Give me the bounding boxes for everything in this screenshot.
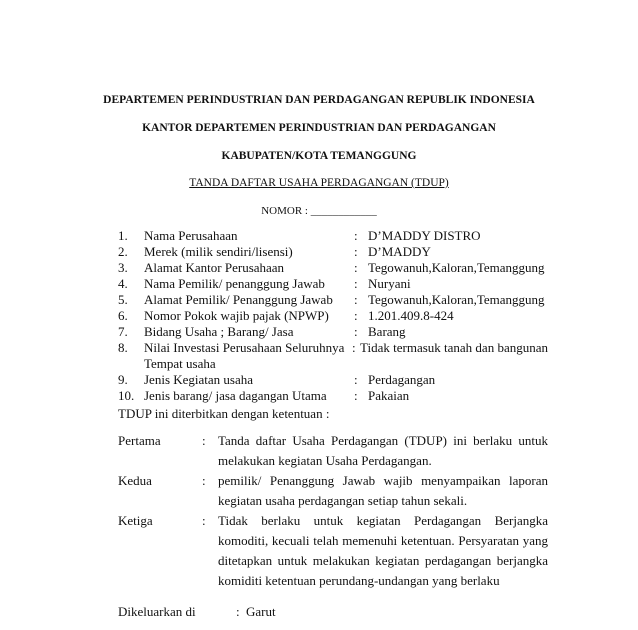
- condition-text: pemilik/ Penanggung Jawab wajib menyampaikan laporan kegiatan usaha perdagangan setiap tahun sekali.: [218, 473, 548, 508]
- item-value: D’MADDY DISTRO: [368, 228, 481, 243]
- item-value: Tidak termasuk tanah dan bangunan: [360, 340, 548, 355]
- condition-label: Pertama: [118, 433, 161, 448]
- item-colon: :: [354, 228, 358, 243]
- item-value: Perdagangan: [368, 372, 436, 387]
- item-label: Nilai Investasi Perusahaan Seluruhnya: [144, 340, 345, 355]
- item-value: 1.201.409.8-424: [368, 308, 454, 323]
- item-value: D’MADDY: [368, 244, 431, 259]
- item-label: Alamat Kantor Perusahaan: [144, 260, 285, 275]
- item-number: 1.: [118, 228, 128, 243]
- item-number: 7.: [118, 324, 128, 339]
- item-colon: :: [354, 388, 358, 403]
- list-item: [118, 340, 588, 356]
- issued-colon: :: [236, 604, 240, 619]
- item-label: Jenis barang/ jasa dagangan Utama: [144, 388, 327, 403]
- item-number: 8.: [118, 340, 128, 355]
- item-number: 9.: [118, 372, 128, 387]
- condition-label: Ketiga: [118, 513, 153, 528]
- item-colon: :: [354, 276, 358, 291]
- document-title: TANDA DAFTAR USAHA PERDAGANGAN (TDUP): [189, 177, 449, 189]
- item-label: Nama Pemilik/ penanggung Jawab: [144, 276, 325, 291]
- item-colon: :: [354, 292, 358, 307]
- intro-text: TDUP ini diterbitkan dengan ketentuan :: [118, 406, 330, 421]
- item-colon: :: [354, 244, 358, 259]
- list-item: [118, 388, 588, 404]
- item-colon: :: [354, 324, 358, 339]
- condition-colon: :: [202, 433, 206, 448]
- item-value: Tegowanuh,Kaloran,Temanggung: [368, 260, 545, 275]
- header-ministry: DEPARTEMEN PERINDUSTRIAN DAN PERDAGANGAN REPUBLIK INDONESIA: [103, 94, 535, 106]
- issued-place: Garut: [246, 604, 276, 619]
- issued-label: Dikeluarkan di: [118, 604, 196, 619]
- list-item: [118, 228, 588, 244]
- item-number: 10.: [118, 388, 135, 403]
- item-colon: :: [354, 372, 358, 387]
- header-regency: KABUPATEN/KOTA TEMANGGUNG: [221, 150, 417, 162]
- item-value: Nuryani: [368, 276, 411, 291]
- item-value: Pakaian: [368, 388, 410, 403]
- list-item: [118, 356, 588, 372]
- item-number: 2.: [118, 244, 128, 259]
- condition-text: Tidak berlaku untuk kegiatan Perdagangan Berjangka komoditi, kecuali telah memenuhi ketentuan. Persyaratan yang ditetapkan untuk melakukan kegiatan perdagangan berjangka komiditi ketentuan perundang-undangan yang berlaku: [218, 513, 548, 588]
- header-office: KANTOR DEPARTEMEN PERINDUSTRIAN DAN PERDAGANGAN: [142, 122, 496, 134]
- item-colon: :: [352, 340, 356, 355]
- condition-label: Kedua: [118, 473, 152, 488]
- document-number: NOMOR : ____________: [261, 205, 377, 217]
- condition-text: Tanda daftar Usaha Perdagangan (TDUP) ini berlaku untuk melakukan kegiatan Usaha Perdagangan.: [218, 433, 548, 468]
- list-item: [118, 244, 588, 260]
- condition-colon: :: [202, 473, 206, 488]
- item-label: Bidang Usaha ; Barang/ Jasa: [144, 324, 294, 339]
- item-colon: :: [354, 308, 358, 323]
- list-item: [118, 260, 588, 276]
- item-label: Nomor Pokok wajib pajak (NPWP): [144, 308, 329, 323]
- item-label: Tempat usaha: [144, 356, 216, 371]
- item-label: Alamat Pemilik/ Penanggung Jawab: [144, 292, 333, 307]
- item-value: Tegowanuh,Kaloran,Temanggung: [368, 292, 545, 307]
- list-item: [118, 372, 588, 388]
- list-item: [118, 324, 588, 340]
- item-label: Jenis Kegiatan usaha: [144, 372, 254, 387]
- list-item: [118, 276, 588, 292]
- item-number: 6.: [118, 308, 128, 323]
- item-colon: :: [354, 260, 358, 275]
- item-number: 5.: [118, 292, 128, 307]
- item-value: Barang: [368, 324, 406, 339]
- item-label: Nama Perusahaan: [144, 228, 238, 243]
- item-label: Merek (milik sendiri/lisensi): [144, 244, 293, 259]
- list-item: [118, 292, 588, 308]
- item-number: 3.: [118, 260, 128, 275]
- list-item: [118, 308, 588, 324]
- item-number: 4.: [118, 276, 128, 291]
- condition-colon: :: [202, 513, 206, 528]
